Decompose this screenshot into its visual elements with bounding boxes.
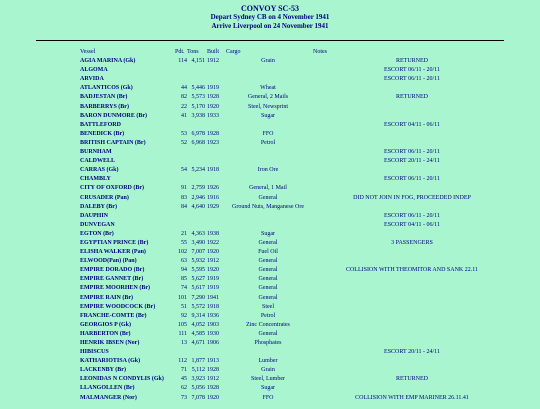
cell-tons: 5,617 (191, 285, 205, 292)
table-row (0, 194, 540, 203)
cell-built: 1919 (207, 85, 219, 92)
cell-notes: ESCORT 04/11 - 06/11 (384, 121, 440, 128)
cell-pdt: 52 (181, 139, 187, 146)
cell-cargo: Wheat (260, 85, 276, 92)
cell-pdt: 74 (181, 285, 187, 292)
cell-cargo: Iron Ore (257, 167, 279, 174)
cell-built: 1912 (207, 258, 219, 265)
table-row (0, 230, 540, 239)
cell-tons: 9,314 (191, 312, 205, 319)
table-row (0, 257, 540, 266)
cell-tons: 4,671 (191, 340, 205, 346)
cell-vessel: DAUPHIN (80, 212, 108, 219)
cell-cargo: Petrol (260, 312, 276, 319)
cell-built: 1936 (207, 312, 219, 319)
cell-cargo: Grain (261, 367, 275, 374)
table-row (0, 339, 540, 348)
cell-cargo: General, 1 Mail (249, 185, 287, 192)
cell-vessel: FRANCHE-COMTE (Br) (80, 312, 147, 319)
cell-notes: ESCORT 20/11 - 24/11 (384, 158, 440, 165)
cell-cargo: Ground Nuts, Manganese Ore (232, 203, 304, 210)
cell-cargo: General (258, 294, 278, 301)
header-divider (36, 40, 504, 41)
cell-built: 1919 (207, 285, 219, 292)
table-row (0, 303, 540, 312)
cell-tons: 3,490 (191, 239, 205, 246)
cell-built: 1922 (207, 239, 219, 246)
cell-cargo: Sugar (261, 230, 275, 237)
cell-notes: ESCORT 04/11 - 06/11 (384, 221, 440, 228)
cell-built: 1912 (207, 376, 219, 383)
cell-built: 1912 (207, 58, 219, 65)
cell-cargo: Sugar (261, 112, 275, 119)
cell-cargo: General (258, 194, 278, 201)
cell-vessel: CHAMBLY (80, 176, 111, 183)
cell-vessel: HIBISCUS (80, 349, 109, 356)
table-row (0, 184, 540, 193)
table-row (0, 284, 540, 293)
cell-pdt: 73 (181, 394, 187, 401)
table-row (0, 93, 540, 102)
cell-tons: 7,290 (191, 294, 205, 301)
cell-pdt: 92 (181, 312, 187, 319)
cell-tons: 5,572 (191, 303, 205, 310)
col-header-built: Built (207, 49, 220, 55)
cell-cargo: Zinc Concentrates (246, 321, 290, 328)
cell-pdt: 22 (181, 103, 187, 110)
table-row (0, 266, 540, 275)
cell-vessel: EGTON (Br) (80, 230, 114, 237)
cell-vessel: ARVIDA (80, 76, 104, 83)
table-row (0, 203, 540, 212)
cell-notes: 3 PASSENGERS (391, 239, 433, 246)
table-row (0, 84, 540, 93)
cell-vessel: DUNVEGAN (80, 221, 115, 228)
cell-built: 1928 (207, 130, 219, 137)
cell-tons: 2,946 (191, 194, 205, 201)
cell-built: 1906 (207, 340, 219, 346)
cell-tons: 5,595 (191, 267, 205, 274)
cell-vessel: LACKENBY (Br) (80, 367, 126, 374)
cell-pdt: 21 (181, 230, 187, 237)
cell-vessel: CITY OF OXFORD (Br) (80, 185, 145, 192)
table-row (0, 321, 540, 330)
table-row (0, 121, 540, 130)
cell-notes: RETURNED (396, 58, 428, 65)
cell-tons: 7,078 (191, 394, 205, 401)
cell-cargo: General (258, 276, 278, 283)
cell-pdt: 55 (181, 239, 187, 246)
table-row (0, 348, 540, 357)
cell-vessel: BATTLEFORD (80, 121, 121, 128)
cell-vessel: GEORGIOS P (Gk) (80, 321, 132, 328)
cell-pdt: 112 (178, 358, 187, 365)
cell-built: 1903 (207, 321, 219, 328)
cell-tons: 5,112 (191, 367, 205, 374)
cell-pdt: 105 (178, 321, 187, 328)
cell-pdt: 62 (181, 385, 187, 392)
cell-built: 1926 (207, 185, 219, 192)
cell-vessel: DALEBY (Br) (80, 203, 117, 210)
cell-vessel: EMPIRE DORADO (Br) (80, 267, 145, 274)
cell-tons: 5,573 (191, 94, 205, 101)
table-row (0, 312, 540, 321)
col-header-cargo: Cargo (226, 49, 241, 55)
cell-built: 1923 (207, 139, 219, 146)
cell-pdt: 111 (178, 330, 187, 337)
table-row (0, 294, 540, 303)
cell-built: 1928 (207, 367, 219, 374)
table-row (0, 130, 540, 139)
cell-notes: DID NOT JOIN IN FOG, PROCEEDED INDEP (353, 194, 471, 201)
cell-cargo: FFO (262, 130, 274, 137)
cell-vessel: EMPIRE RAIN (Br) (80, 294, 133, 301)
cell-pdt: 114 (178, 58, 187, 65)
cell-vessel: EMPIRE MOORHEN (Br) (80, 285, 150, 292)
cell-vessel: BRITISH CAPTAIN (Br) (80, 139, 146, 146)
cell-vessel: MALMANGER (Nor) (80, 394, 137, 401)
table-row (0, 112, 540, 121)
cell-notes: RETURNED (396, 94, 428, 101)
cell-pdt: 51 (181, 303, 187, 310)
cell-tons: 5,234 (191, 167, 205, 174)
cell-tons: 5,170 (191, 103, 205, 110)
cell-notes: COLLISION WITH EMP MARINER 26.11.41 (355, 394, 469, 401)
table-row (0, 66, 540, 75)
cell-tons: 7,007 (191, 249, 205, 256)
cell-built: 1918 (207, 167, 219, 174)
cell-vessel: LEONIDAS N CONDYLIS (Gk) (80, 376, 164, 383)
cell-tons: 5,446 (191, 85, 205, 92)
col-header-notes: Notes (313, 49, 327, 55)
table-row (0, 103, 540, 112)
table-row (0, 394, 540, 403)
cell-vessel: AGIA MARINA (Gk) (80, 58, 136, 65)
cell-pdt: 85 (181, 276, 187, 283)
page-header (0, 4, 540, 31)
col-header-tons: Tons (187, 49, 199, 55)
table-row (0, 248, 540, 257)
table-row (0, 75, 540, 84)
cell-pdt: 41 (181, 112, 187, 119)
cell-vessel: ATLANTICOS (Gk) (80, 85, 133, 92)
cell-cargo: Grain (261, 58, 275, 65)
table-row (0, 175, 540, 184)
table-row (0, 366, 540, 375)
cell-notes: RETURNED (396, 376, 428, 383)
cell-vessel: BURNHAM (80, 149, 112, 156)
cell-tons: 5,932 (191, 258, 205, 265)
cell-vessel: BARBERRYS (Br) (80, 103, 129, 110)
cell-built: 1913 (207, 358, 219, 365)
convoy-title: CONVOY SC-53 (241, 4, 299, 13)
cell-cargo: Sugar (261, 385, 275, 392)
cell-cargo: General, 2 Mails (247, 94, 289, 101)
cell-pdt: 102 (178, 249, 187, 256)
cell-built: 1920 (207, 267, 219, 274)
cell-pdt: 45 (181, 376, 187, 383)
col-header-pdt: Pdt. (175, 49, 185, 55)
cell-pdt: 83 (181, 194, 187, 201)
cell-pdt: 63 (181, 258, 187, 265)
table-row (0, 357, 540, 366)
cell-pdt: 71 (181, 367, 187, 374)
table-row (0, 148, 540, 157)
table-row (0, 221, 540, 230)
cell-tons: 6,968 (191, 139, 205, 146)
cell-notes: ESCORT 06/11 - 20/11 (384, 176, 440, 183)
cell-tons: 4,052 (191, 321, 205, 328)
cell-built: 1928 (207, 385, 219, 392)
cell-tons: 4,585 (191, 330, 205, 337)
cell-vessel: ELISHA WALKER (Pan) (80, 249, 146, 256)
cell-notes: ESCORT 06/11 - 20/11 (384, 149, 440, 156)
cell-vessel: BENEDICK (Br) (80, 130, 125, 137)
table-row (0, 157, 540, 166)
cell-cargo: Petrol (260, 139, 276, 146)
cell-vessel: EMPIRE GANNET (Br) (80, 276, 144, 283)
cell-vessel: BADJESTAN (Br) (80, 94, 128, 101)
cell-tons: 6,978 (191, 130, 205, 137)
cell-vessel: CRUSADER (Pan) (80, 194, 129, 201)
cell-vessel: EMPIRE WOODCOCK (Br) (80, 303, 156, 310)
table-row (0, 330, 540, 339)
cell-cargo: Fuel Oil (258, 249, 278, 256)
cell-tons: 4,640 (191, 203, 205, 210)
cell-cargo: General (258, 330, 278, 337)
convoy-table (0, 48, 540, 403)
table-row (0, 166, 540, 175)
table-row (0, 139, 540, 148)
cell-pdt: 94 (181, 267, 187, 274)
cell-tons: 4,151 (191, 58, 205, 65)
cell-built: 1920 (207, 249, 219, 256)
cell-vessel: CARRAS (Gk) (80, 167, 119, 174)
cell-tons: 4,363 (191, 230, 205, 237)
cell-tons: 5,056 (191, 385, 205, 392)
cell-tons: 3,938 (191, 112, 205, 119)
cell-vessel: EGYPTIAN PRINCE (Br) (80, 239, 149, 246)
cell-cargo: General (258, 239, 278, 246)
cell-pdt: 44 (181, 85, 187, 92)
cell-vessel: ELWOOD(Pan) (Pan) (80, 258, 137, 265)
cell-notes: ESCORT 06/11 - 20/11 (384, 212, 440, 219)
table-header-row (0, 48, 540, 57)
cell-notes: ESCORT 06/11 - 20/11 (384, 67, 440, 74)
cell-built: 1930 (207, 330, 219, 337)
cell-tons: 3,923 (191, 376, 205, 383)
table-row (0, 212, 540, 221)
cell-built: 1941 (207, 294, 219, 301)
cell-tons: 5,627 (191, 276, 205, 283)
cell-cargo: Steel, Lumber (251, 376, 285, 383)
cell-built: 1929 (207, 203, 219, 210)
depart-line: Depart Sydney CB on 4 November 1941 (210, 13, 330, 21)
table-row (0, 275, 540, 284)
cell-built: 1928 (207, 94, 219, 101)
cell-built: 1920 (207, 103, 219, 110)
cell-cargo: Phosphates (254, 340, 282, 346)
cell-pdt: 101 (178, 294, 187, 301)
cell-pdt: 13 (181, 340, 187, 346)
cell-cargo: FFO (262, 394, 274, 401)
cell-cargo: General (258, 267, 278, 274)
cell-cargo: Lumber (258, 358, 278, 365)
cell-pdt: 84 (181, 203, 187, 210)
table-row (0, 375, 540, 384)
cell-built: 1938 (207, 230, 219, 237)
cell-notes: COLLISION WITH THEOMITOR AND SANK 22.11 (345, 267, 479, 274)
cell-tons: 1,877 (191, 358, 205, 365)
cell-built: 1918 (207, 303, 219, 310)
cell-vessel: KATHARIOTISA (Gk) (80, 358, 141, 365)
cell-built: 1933 (207, 112, 219, 119)
cell-pdt: 82 (181, 94, 187, 101)
table-row (0, 57, 540, 66)
cell-vessel: CALDWELL (80, 158, 116, 165)
col-header-vessel: Vessel (80, 49, 96, 55)
cell-cargo: General (258, 258, 278, 265)
cell-pdt: 54 (181, 167, 187, 174)
cell-notes: ESCORT 06/11 - 20/11 (384, 76, 440, 83)
table-row (0, 239, 540, 248)
cell-pdt: 53 (181, 130, 187, 137)
cell-cargo: Steel (262, 303, 274, 310)
cell-pdt: 91 (181, 185, 187, 192)
cell-built: 1919 (207, 276, 219, 283)
cell-built: 1920 (207, 394, 219, 401)
table-row (0, 384, 540, 393)
cell-notes: ESCORT 20/11 - 24/11 (384, 349, 440, 356)
cell-vessel: HARBERTON (Br) (80, 330, 131, 337)
cell-cargo: General (258, 285, 278, 292)
cell-vessel: ALGOMA (80, 67, 108, 74)
cell-built: 1916 (207, 194, 219, 201)
cell-vessel: HENRIK IBSEN (Nor) (80, 340, 140, 346)
cell-vessel: BARON DUNMORE (Br) (80, 112, 147, 119)
cell-cargo: Steel, Newsprint (248, 103, 288, 110)
cell-vessel: LLANGOLLEN (Br) (80, 385, 135, 392)
cell-tons: 2,759 (191, 185, 205, 192)
arrive-line: Arrive Liverpool on 24 November 1941 (211, 22, 329, 30)
